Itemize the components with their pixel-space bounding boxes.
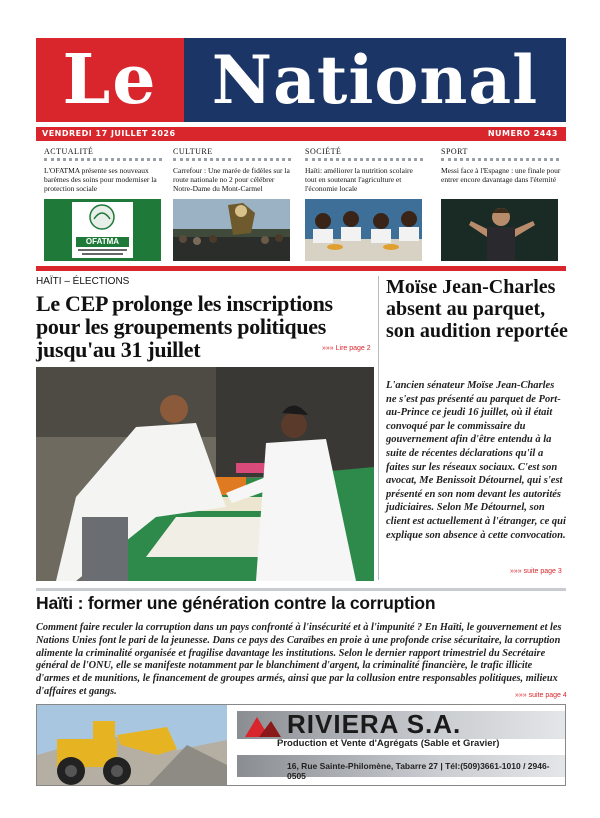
riviera-logo-icon (243, 713, 283, 739)
teaser-actualite[interactable] (44, 147, 164, 193)
dotted-divider (173, 158, 291, 162)
side-body-text: L'ancien sénateur Moïse Jean-Charles ne s'est pas présenté au parquet de Port-au-Prince ce jeudi 16 juillet, où il était convoqué par le commissaire du gouvernement afin d'être entendu à la suite de récentes déclarations qu'il a faites sur les réseaux sociaux. C'est son avocat, Me Benissoit Détournel, qui s'est présenté en son nom devant les autorités judiciaires. Selon Me Détournel, son client est actuellement à l'étranger, ce qui explique son absence à cette convocation. (386, 380, 566, 541)
teaser-societe[interactable] (305, 147, 425, 193)
lower-see-page-link[interactable]: »»» suite page 4 (515, 692, 567, 699)
dotted-divider (44, 158, 162, 162)
ofatma-logo-text: OFATMA (85, 237, 120, 246)
side-see-page-link[interactable]: »»» suite page 3 (510, 568, 562, 575)
ad-brand-name: RIVIERA S.A. (287, 709, 462, 739)
teaser-text: L'OFATMA présente ses nouveaux barèmes des soins pour moderniser la protection sociale (44, 166, 157, 193)
date-band (36, 127, 566, 141)
side-headline[interactable]: Moïse Jean-Charles absent au parquet, son audition reportée (386, 276, 568, 342)
teaser-category: SOCIÉTÉ (305, 147, 342, 156)
teaser-text: Haïti: améliorer la nutrition scolaire tout en soutenant l'agriculture et l'économie locale (305, 166, 413, 193)
main-photo-registration (36, 367, 374, 581)
issue-number: NUMERO 2443 (487, 129, 558, 138)
masthead-le: Le (62, 40, 158, 120)
dotted-divider (305, 158, 423, 162)
ad-tagline: Production et Vente d'Agrégats (Sable et Gravier) (277, 738, 500, 749)
ad-photo-loader (37, 705, 227, 786)
teaser-text: Carrefour : Une marée de fidèles sur la route nationale no 2 pour célébrer Notre-Dame du Mont-Carmel (173, 166, 290, 193)
teaser-culture[interactable] (173, 147, 293, 193)
teaser-sport[interactable] (441, 147, 561, 184)
teaser-image-students[interactable] (305, 199, 422, 261)
teaser-category: CULTURE (173, 147, 213, 156)
teaser-image-ofatma[interactable] (44, 199, 161, 261)
main-see-page-link[interactable]: »»» Lire page 2 (322, 345, 371, 352)
lower-lede (36, 622, 566, 699)
main-headline-text: Le CEP prolonge les inscriptions pour les groupements politiques jusqu'au 31 juillet (36, 291, 333, 362)
dotted-divider (441, 158, 559, 162)
main-kicker: HAÏTI – ÉLECTIONS (36, 276, 130, 287)
teaser-category: ACTUALITÉ (44, 147, 94, 156)
lower-headline[interactable]: Haïti : former une génération contre la corruption (36, 593, 436, 613)
riviera-advertisement[interactable] (36, 704, 566, 786)
column-divider (378, 276, 379, 580)
teaser-image-procession[interactable] (173, 199, 290, 261)
teaser-image-messi[interactable] (441, 199, 558, 261)
masthead-national: National (211, 41, 539, 119)
issue-date: VENDREDI 17 JUILLET 2026 (42, 129, 176, 138)
teaser-text: Messi face à l'Espagne : une finale pour entrer encore davantage dans l'éternité (441, 166, 561, 184)
masthead-national-block (184, 38, 566, 122)
masthead-le-block (36, 38, 184, 122)
lower-lede-text: Comment faire reculer la corruption dans un pays confronté à l'insécurité et à l'impunité ? En Haïti, le gouvernement et les Nations Unies font le pari de la jeunesse. Dans ce pays des Caraïbes en proie à une profonde crise sécuritaire, la corruption alimente la criminalité organisée et fragilise davantage les institutions. Selon le dernier rapport trimestriel du Secrétaire général de l'ONU, elle se manifeste notamment par le blanchiment d'argent, la criminalité financière, le trafic illicite d'armes et de munitions, le financement de groupes armés, ainsi que par la collusion entre responsables politiques, milieux d'affaires et gangs. (36, 622, 562, 697)
side-body (386, 379, 566, 542)
lower-divider (36, 588, 566, 591)
ad-address: 16, Rue Sainte-Philomène, Tabarre 27 | Tél:(509)3661-1010 / 2946-0505 (287, 761, 550, 781)
teaser-category: SPORT (441, 147, 468, 156)
section-divider (36, 266, 566, 271)
